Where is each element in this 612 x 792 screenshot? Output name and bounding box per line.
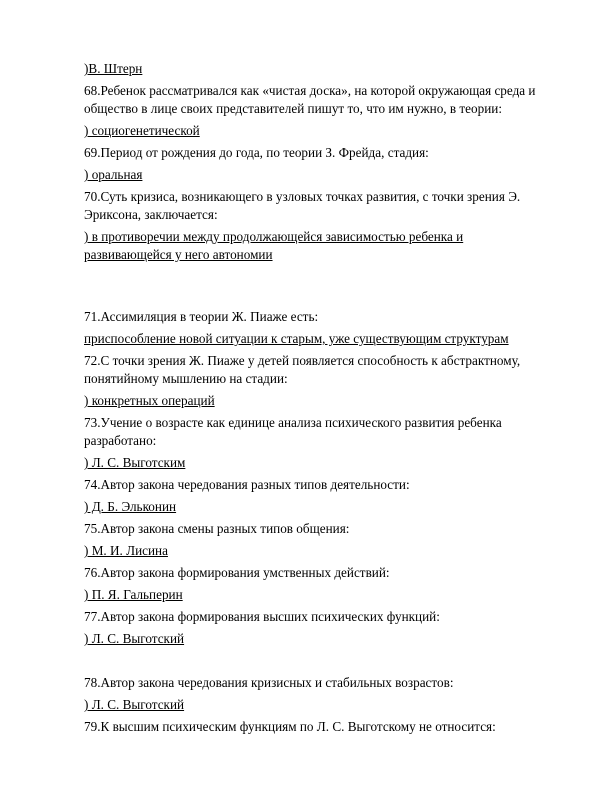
answer	[84, 122, 584, 140]
answer	[84, 586, 584, 604]
question	[84, 718, 584, 736]
answer-line: ) социогенетической	[84, 123, 200, 138]
question	[84, 520, 584, 538]
answer	[84, 330, 584, 348]
question-line: 75.Автор закона смены разных типов общения:	[84, 521, 350, 536]
answer-line: ) Л. С. Выготский	[84, 697, 185, 712]
question-line: разработано:	[84, 433, 157, 448]
question	[84, 476, 584, 494]
answer	[84, 228, 584, 264]
question	[84, 608, 584, 626]
answer-line: ) Л. С. Выготский	[84, 631, 185, 646]
answer	[84, 696, 584, 714]
question-line: общество в лице своих представителей пишут то, что им нужно, в теории:	[84, 101, 502, 116]
answer	[84, 166, 584, 184]
question-line: 76.Автор закона формирования умственных действий:	[84, 565, 390, 580]
answer-line: ) оральная	[84, 167, 143, 182]
question-line: 78.Автор закона чередования кризисных и стабильных возрастов:	[84, 675, 454, 690]
answer-line: приспособление новой ситуации к старым, уже существующим структурам	[84, 331, 509, 346]
question	[84, 352, 584, 388]
answer	[84, 630, 584, 648]
question	[84, 564, 584, 582]
answer	[84, 392, 584, 410]
answer-line: развивающейся у него автономии	[84, 247, 273, 262]
answer	[84, 60, 584, 78]
question	[84, 414, 584, 450]
question-line: 70.Суть кризиса, возникающего в узловых точках развития, с точки зрения Э.	[84, 189, 521, 204]
spacer	[84, 264, 584, 304]
question-line: 71.Ассимиляция в теории Ж. Пиаже есть:	[84, 309, 319, 324]
question	[84, 188, 584, 224]
question-line: 77.Автор закона формирования высших психических функций:	[84, 609, 440, 624]
question-line: 73.Учение о возрасте как единице анализа психического развития ребенка	[84, 415, 502, 430]
question	[84, 82, 584, 118]
answer-line: ) П. Я. Гальперин	[84, 587, 183, 602]
answer-line: )В. Штерн	[84, 61, 143, 76]
question-line: 68.Ребенок рассматривался как «чистая доска», на которой окружающая среда и	[84, 83, 536, 98]
question	[84, 674, 584, 692]
answer-line: ) конкретных операций	[84, 393, 215, 408]
question	[84, 144, 584, 162]
question-line: понятийному мышлению на стадии:	[84, 371, 288, 386]
answer	[84, 498, 584, 516]
answer-line: ) М. И. Лисина	[84, 543, 168, 558]
answer	[84, 542, 584, 560]
question-line: 74.Автор закона чередования разных типов деятельности:	[84, 477, 410, 492]
spacer	[84, 648, 584, 670]
answer-line: ) в противоречии между продолжающейся зависимостью ребенка и	[84, 229, 464, 244]
question-line: 79.К высшим психическим функциям по Л. С. Выготскому не относится:	[84, 719, 496, 734]
question-line: 69.Период от рождения до года, по теории З. Фрейда, стадия:	[84, 145, 429, 160]
question	[84, 308, 584, 326]
answer	[84, 454, 584, 472]
answer-line: ) Д. Б. Эльконин	[84, 499, 177, 514]
question-line: Эриксона, заключается:	[84, 207, 218, 222]
answer-line: ) Л. С. Выготским	[84, 455, 186, 470]
question-line: 72.С точки зрения Ж. Пиаже у детей появляется способность к абстрактному,	[84, 353, 521, 368]
document-page	[84, 56, 584, 736]
